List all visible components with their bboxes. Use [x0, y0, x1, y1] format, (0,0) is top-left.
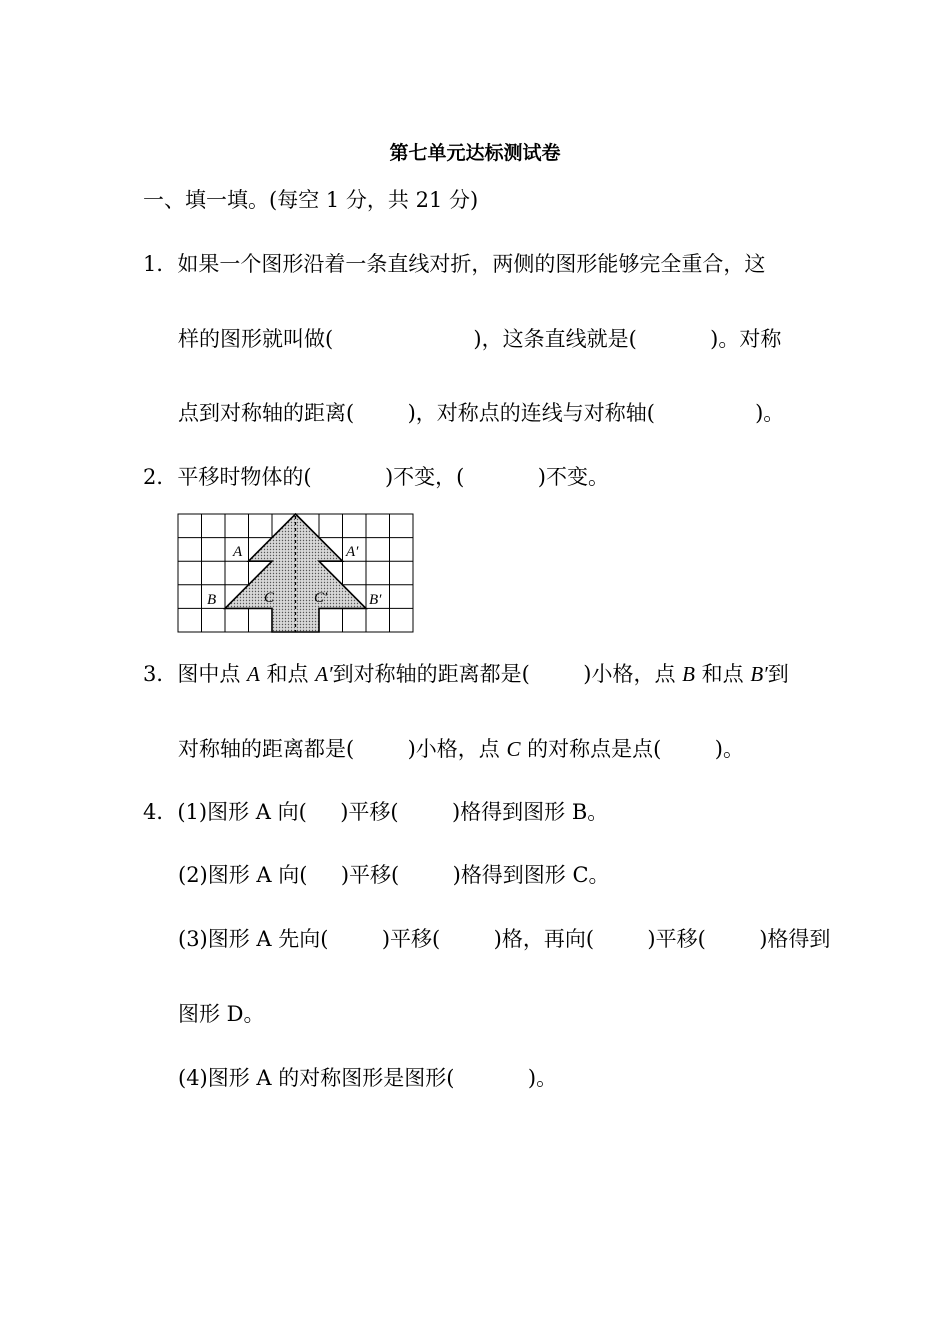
label-C-prime: C′	[314, 590, 328, 606]
point-B-prime: B′	[750, 662, 768, 686]
q4-sub4: (4)图形 A 的对称图形是图形( )。	[178, 1066, 558, 1090]
point-B: B	[682, 662, 695, 686]
label-B-prime: B′	[369, 592, 382, 608]
q3-text: 和点	[694, 662, 751, 686]
q3-text: 到	[767, 662, 789, 686]
q2-line1: 2．平移时物体的( )不变，( )不变。	[143, 465, 609, 489]
label-A: A	[233, 544, 243, 560]
q3-line1	[143, 660, 789, 688]
point-A-prime: A′	[315, 662, 333, 686]
q4-sub1: 4．(1)图形 A 向( )平移( )格得到图形 B。	[143, 800, 609, 824]
label-B: B	[207, 592, 217, 608]
label-A-prime: A′	[346, 544, 359, 560]
label-C: C	[264, 590, 275, 606]
q3-text: 对称轴的距离都是( )小格，点	[178, 737, 507, 761]
q1-line1: 1．如果一个图形沿着一条直线对折，两侧的图形能够完全重合，这	[143, 252, 766, 276]
section-heading: 一、填一填。(每空 1 分，共 21 分)	[143, 188, 479, 212]
point-A: A	[247, 662, 260, 686]
q3-text: 3．图中点	[143, 662, 248, 686]
tree-grid-figure	[176, 512, 416, 636]
page-title: 第七单元达标测试卷	[389, 142, 561, 164]
q1-line2: 样的图形就叫做( )，这条直线就是( )。对称	[178, 327, 782, 351]
point-C: C	[506, 737, 521, 761]
q3-line2	[178, 735, 744, 763]
q1-line3: 点到对称轴的距离( )，对称点的连线与对称轴( )。	[178, 401, 785, 425]
q4-sub3: (3)图形 A 先向( )平移( )格，再向( )平移( )格得到	[178, 927, 831, 951]
q4-sub2: (2)图形 A 向( )平移( )格得到图形 C。	[178, 863, 610, 887]
q3-text: 到对称轴的距离都是( )小格，点	[332, 662, 683, 686]
q3-text: 的对称点是点( )。	[520, 737, 744, 761]
q4-sub3-cont: 图形 D。	[178, 1002, 265, 1026]
q3-text: 和点	[259, 662, 316, 686]
